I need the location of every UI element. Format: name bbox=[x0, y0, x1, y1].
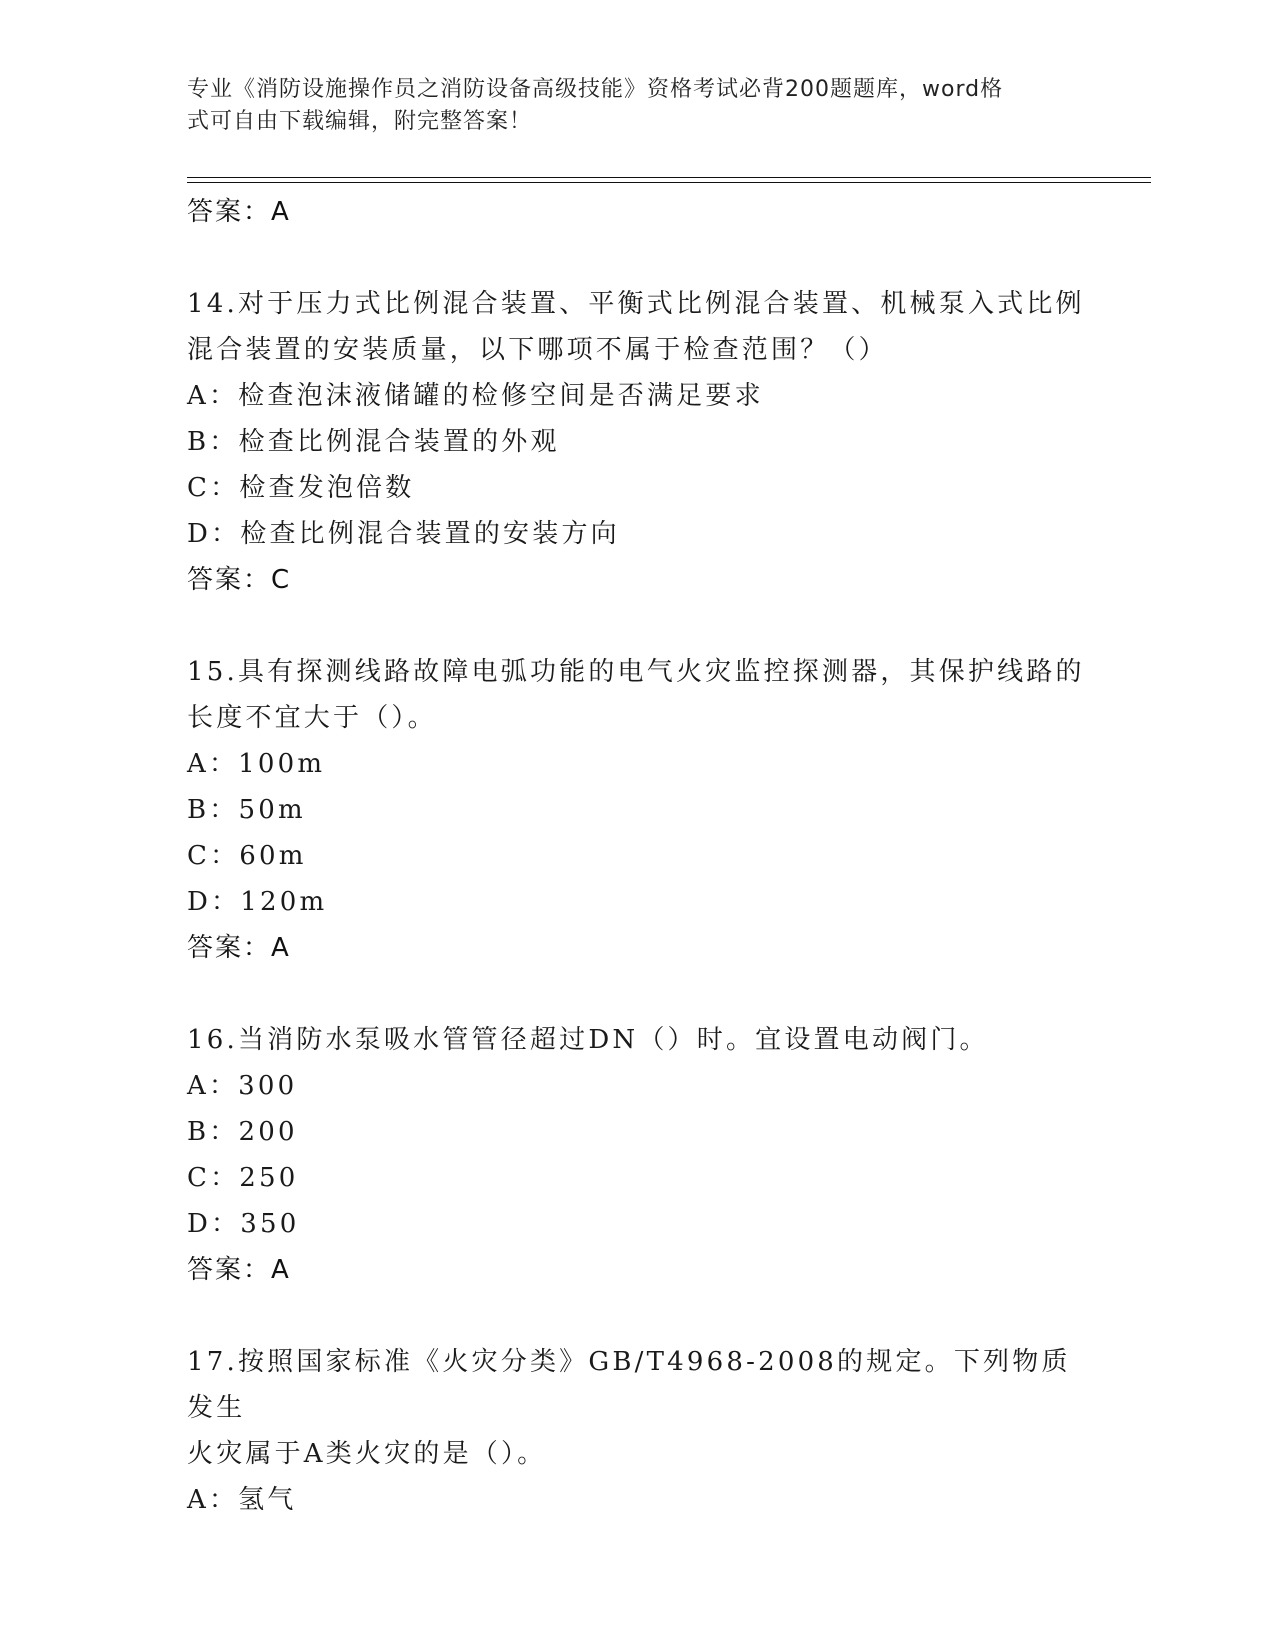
option-a: A：检查泡沫液储罐的检修空间是否满足要求 bbox=[187, 381, 764, 411]
option-d: D：120m bbox=[187, 887, 328, 917]
question-text bbox=[187, 281, 1087, 373]
option-a: A：氢气 bbox=[187, 1485, 297, 1515]
option-b: B：200 bbox=[187, 1117, 298, 1147]
option-c: C：60m bbox=[187, 841, 307, 871]
question-text-line: 长度不宜大于（）。 bbox=[187, 703, 437, 733]
question-text-line: 15.具有探测线路故障电弧功能的电气火灾监控探测器，其保护线路的 bbox=[187, 657, 1085, 687]
question-text bbox=[187, 1017, 1087, 1063]
document-header bbox=[187, 74, 1067, 138]
header-line-1: 专业《消防设施操作员之消防设备高级技能》资格考试必背200题题库，word格 bbox=[187, 77, 1004, 102]
answer-line: 答案：A bbox=[187, 1255, 291, 1285]
question-text-line: 16.当消防水泵吸水管管径超过DN（）时。宜设置电动阀门。 bbox=[187, 1025, 989, 1055]
option-b: B：检查比例混合装置的外观 bbox=[187, 427, 560, 457]
question-16 bbox=[187, 1017, 1087, 1293]
answer-line: 答案：A bbox=[187, 197, 291, 227]
question-content bbox=[187, 189, 1087, 1523]
option-c: C：检查发泡倍数 bbox=[187, 473, 415, 503]
option-a: A：100m bbox=[187, 749, 326, 779]
header-divider-bottom bbox=[187, 182, 1151, 183]
answer-line: 答案：C bbox=[187, 565, 292, 595]
header-divider-top bbox=[187, 177, 1151, 178]
question-15 bbox=[187, 649, 1087, 971]
question-14 bbox=[187, 281, 1087, 603]
question-text-line: 14.对于压力式比例混合装置、平衡式比例混合装置、机械泵入式比例 bbox=[187, 289, 1085, 319]
question-text bbox=[187, 1339, 1087, 1477]
question-text-line: 17.按照国家标准《火灾分类》GB/T4968-2008的规定。下列物质发生 bbox=[187, 1347, 1071, 1423]
question-17 bbox=[187, 1339, 1087, 1523]
option-b: B：50m bbox=[187, 795, 306, 825]
question-text-line: 混合装置的安装质量，以下哪项不属于检查范围？（） bbox=[187, 335, 888, 365]
option-d: D：350 bbox=[187, 1209, 300, 1239]
answer-line: 答案：A bbox=[187, 933, 291, 963]
option-d: D：检查比例混合装置的安装方向 bbox=[187, 519, 620, 549]
header-line-2: 式可自由下载编辑，附完整答案！ bbox=[187, 109, 533, 134]
option-a: A：300 bbox=[187, 1071, 298, 1101]
question-text bbox=[187, 649, 1087, 741]
option-c: C：250 bbox=[187, 1163, 299, 1193]
question-text-line: 火灾属于A类火灾的是（）。 bbox=[187, 1439, 547, 1469]
